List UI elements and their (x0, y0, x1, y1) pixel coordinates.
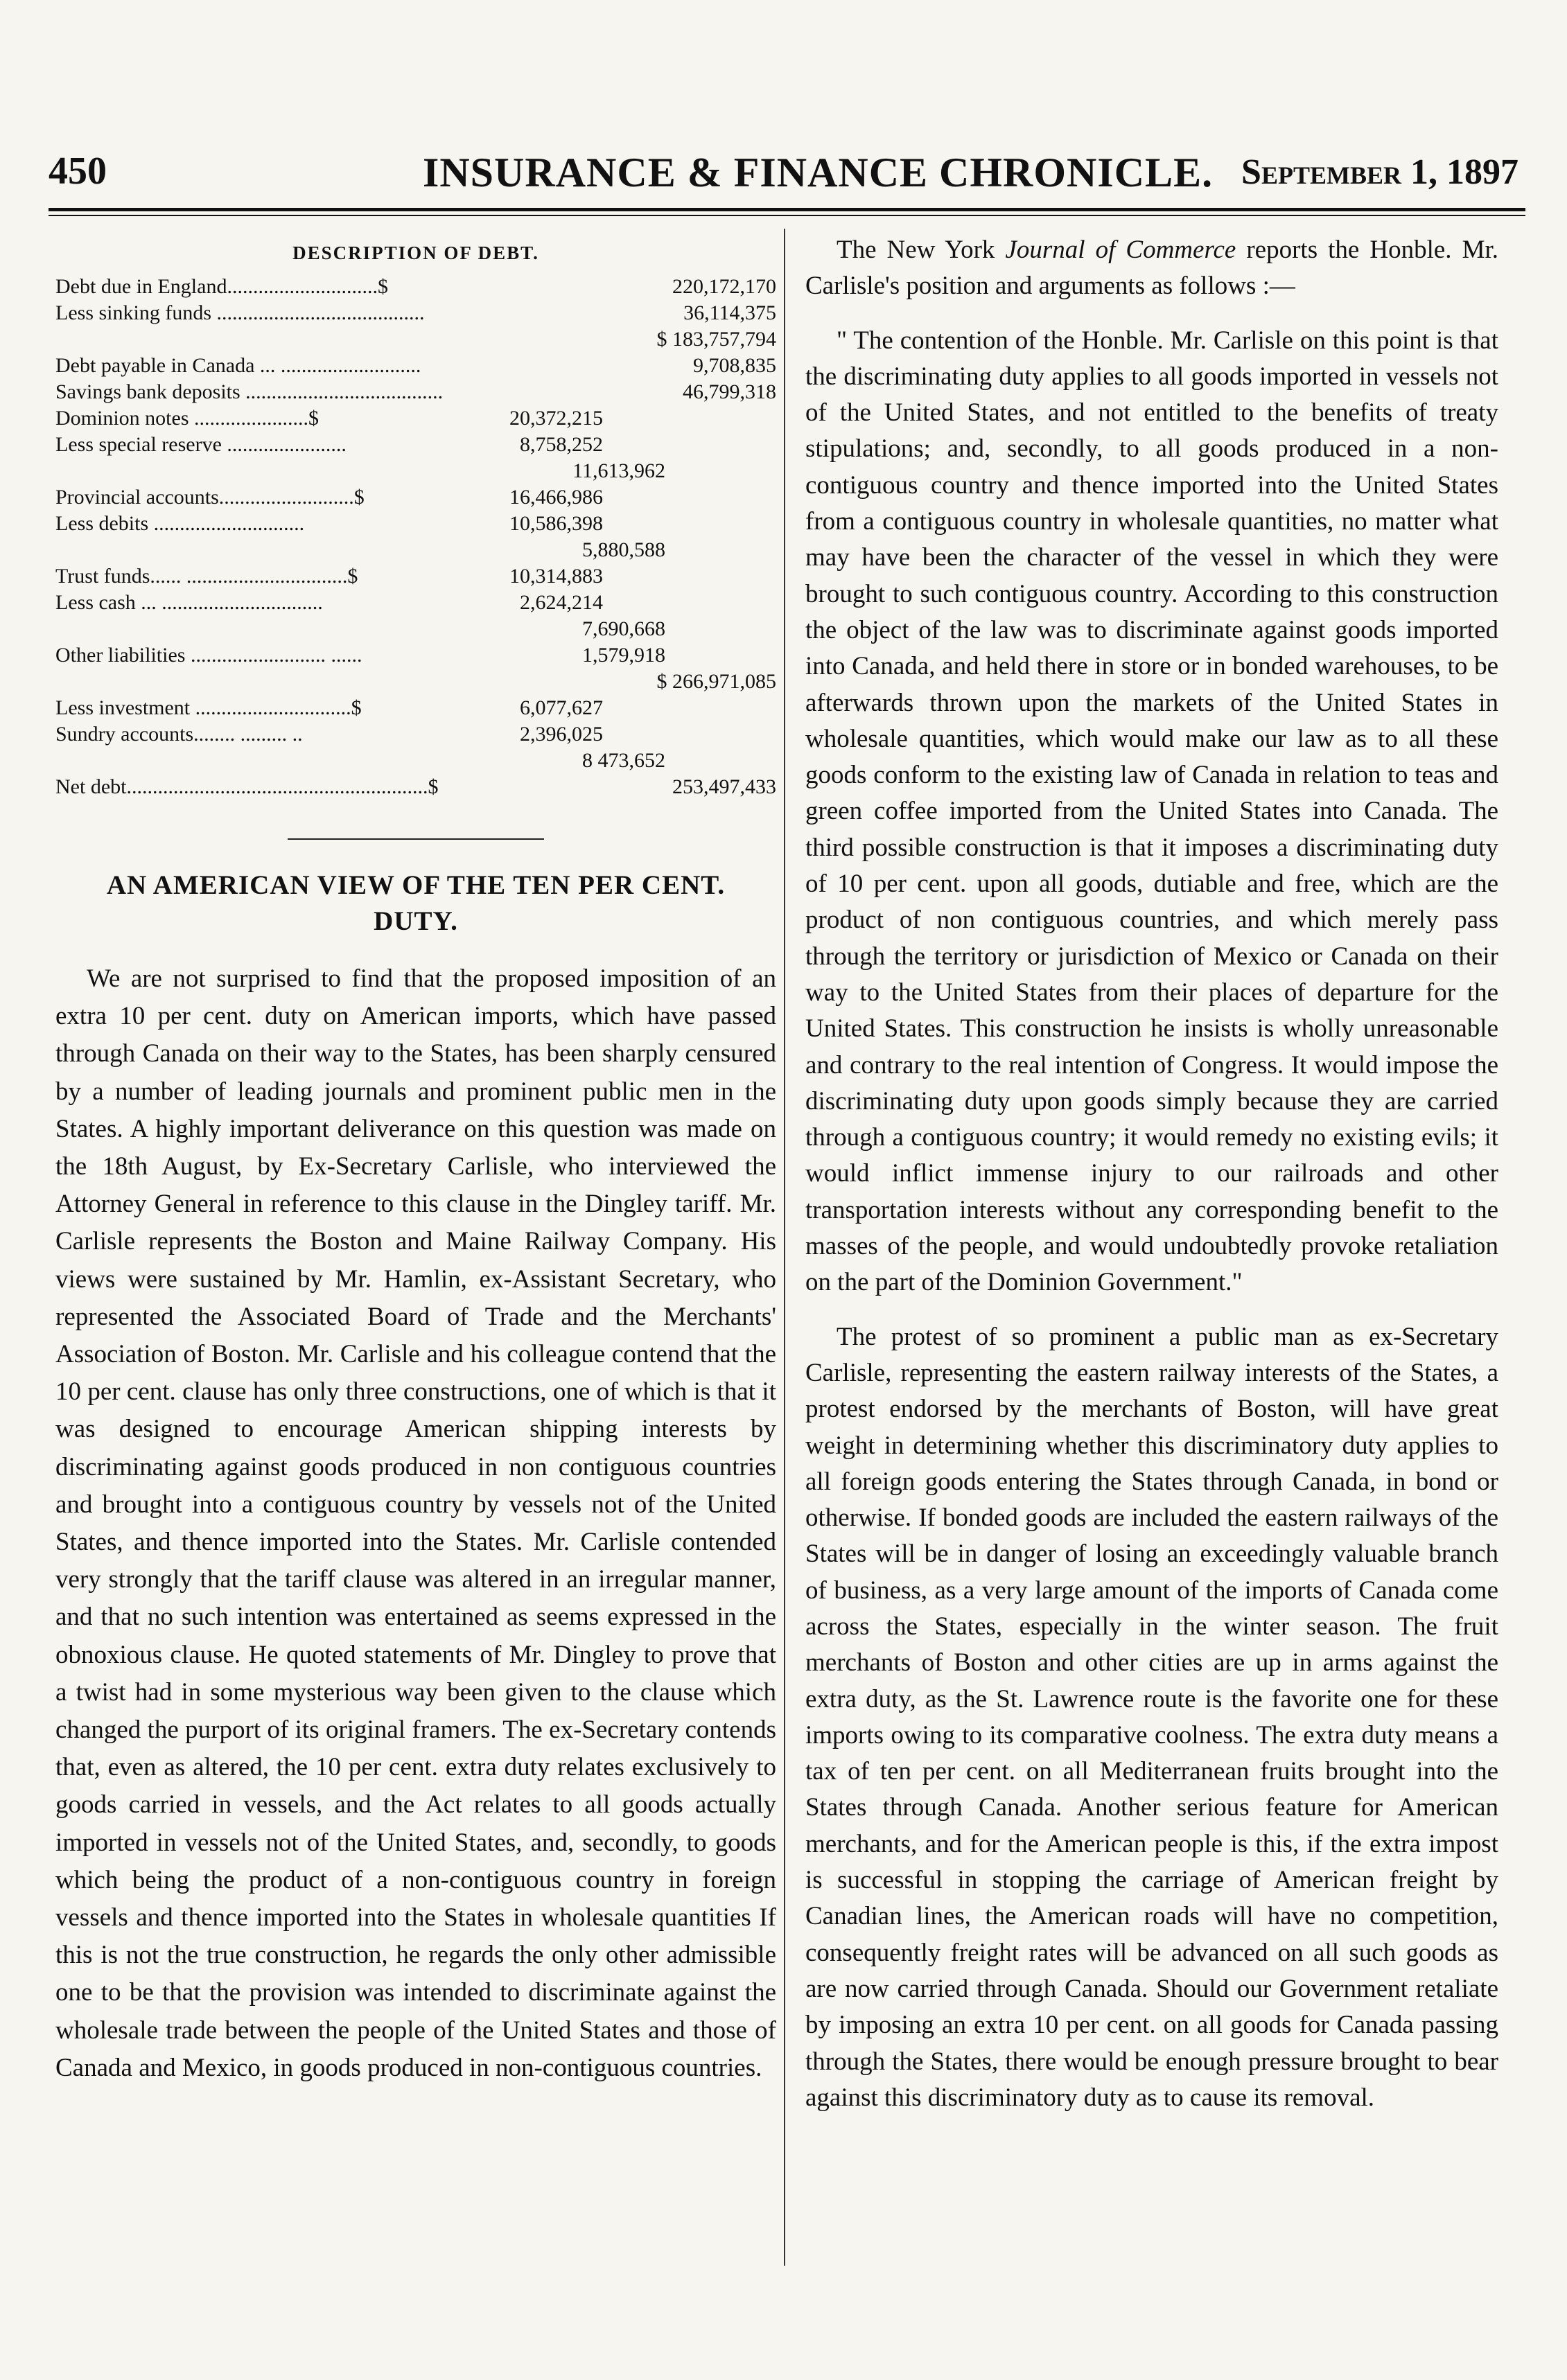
header-rule-thin (49, 215, 1525, 216)
debt-table-cell-label: Other liabilities .......................... ...... (55, 644, 362, 667)
debt-table-row (55, 642, 776, 669)
page-number: 450 (49, 150, 107, 193)
debt-table-row (55, 721, 776, 748)
right-column (805, 232, 1498, 2134)
debt-table-row (55, 563, 776, 590)
debt-table-cell-c3: 46,799,318 (683, 380, 776, 403)
debt-table-cell-label: Less sinking funds ........................................ (55, 301, 425, 324)
debt-table-cell-c3: 9,708,835 (693, 354, 776, 377)
debt-table-cell-label: Savings bank deposits ...................................... (55, 380, 444, 403)
header-rule (49, 208, 1525, 211)
debt-table-cell-c3: $ 266,971,085 (656, 670, 776, 693)
debt-table-cell-c2: 11,613,962 (572, 459, 665, 482)
debt-table-cell-c3: $ 183,757,794 (656, 328, 776, 351)
debt-table-row (55, 590, 776, 616)
debt-table-row (55, 300, 776, 326)
journal-name: Journal of Commerce (1005, 236, 1236, 264)
debt-table-cell-c3: 220,172,170 (672, 275, 776, 298)
debt-table-row (55, 616, 776, 642)
debt-table-cell-c2: 5,880,588 (582, 538, 665, 561)
article-right-paragraph: The protest of so prominent a public man as ex-Secretary Carlisle, representing the eastern railway interests of the States, a protest endorsed by the merchants of Boston, will have great weight in determining whether this discriminatory duty applies to all foreign goods entering the States through Canada, in bond or otherwise. If bonded goods are included the eastern railways of the States will be in danger of losing an exceedingly valuable branch of business, as a very large amount of the imports of Canada come across the States, especially in the winter season. The fruit merchants of Boston and other cities are up in arms against the extra duty, as the St. Lawrence route is the favorite one for these imports owing to its comparative coolness. The extra duty means a tax of ten per cent. on all Mediterranean fruits brought into the States through Canada. Another serious feature for American merchants, and for the American people is this, if the extra impost is successful in stopping the carriage of American freight by Canadian lines, the American roads will have no competition, consequently freight rates will be advanced on all such goods as are now carried through Canada. Should our Government retaliate by imposing an extra 10 per cent. on all goods for Canada passing through the States, there would be enough pressure brought to bear against this discriminatory duty as to cause its removal. (805, 1322, 1498, 2112)
debt-table-row (55, 748, 776, 774)
debt-table-cell-c1: 10,586,398 (509, 512, 603, 535)
debt-table (55, 274, 776, 800)
debt-table-cell-c1: 10,314,883 (509, 565, 603, 588)
debt-table-cell-c1: 6,077,627 (520, 696, 603, 719)
left-column (55, 243, 776, 2087)
debt-table-row (55, 274, 776, 300)
debt-table-cell-label: Sundry accounts........ ......... .. (55, 723, 303, 746)
debt-table-row (55, 432, 776, 458)
debt-table-row (55, 537, 776, 563)
debt-table-cell-c1: 2,624,214 (520, 591, 603, 614)
debt-table-cell-label: Less cash ... ............................... (55, 591, 323, 614)
debt-table-cell-label: Dominion notes ......................$ (55, 407, 319, 430)
section-separator (288, 838, 544, 840)
debt-table-row (55, 695, 776, 721)
intro-text-start: The New York (837, 236, 1006, 264)
debt-table-cell-c1: 8,758,252 (520, 433, 603, 456)
debt-table-row (55, 458, 776, 484)
debt-table-cell-c3: 253,497,433 (672, 775, 776, 798)
debt-table-row (55, 379, 776, 405)
debt-table-cell-c1: 16,466,986 (509, 486, 603, 509)
debt-table-cell-label: Net debt..........................................................$ (55, 775, 439, 798)
debt-table-row (55, 511, 776, 537)
debt-table-row (55, 484, 776, 511)
article-quote: " The contention of the Honble. Mr. Carlisle on this point is that the discriminating duty applies to all goods imported in vessels not of the United States, and not entitled to the benefits of treaty stipulations; and, secondly, to all goods produced in a non-contiguous country and thence imported into the United States from a contiguous country in wholesale quantities, no matter what may have been the character of the vessel in which they were brought to such contiguous country. According to this construction the object of the law was to discriminate against goods imported into Canada, and held there in store or in bonded warehouses, to be afterwards thrown upon the markets of the United States in wholesale quantities, which would make our law as to all these goods conform to the existing law of Canada in relation to teas and green coffee imported from the United States into Canada. The third possible construction is that it imposes a discriminating duty of 10 per cent. upon all goods, dutiable and free, which are the product of non contiguous countries, and which merely pass through the territory or jurisdiction of Mexico or Canada on their way to the United States from their places of departure for the United States. This construction he insists is wholly unreasonable and contrary to the real intention of Congress. It would impose the discriminating duty upon goods simply because they are carried through a contiguous country; it would remedy no existing evils; it would inflict immense injury to our railroads and other transportation interests without any corresponding benefit to the masses of the people, and would undoubtedly provoke retaliation on the part of the Dominion Government." (805, 326, 1498, 1297)
article-left-paragraph: We are not surprised to find that the proposed imposition of an extra 10 per cent. duty on American imports, which have passed through Canada on their way to the States, has been sharply censured by a number of leading journals and prominent public men in the States. A highly important deliverance on this question was made on the 18th August, by Ex-Secretary Carlisle, who interviewed the Attorney General in reference to this clause in the Dingley tariff. Mr. Carlisle represents the Boston and Maine Railway Company. His views were sustained by Mr. Hamlin, ex-Assistant Secretary, who represented the Associated Board of Trade and the Merchants' Association of Boston. Mr. Carlisle and his colleague contend that the 10 per cent. clause has only three constructions, one of which is that it was designed to encourage American shipping interests by discriminating against goods produced in non contiguous countries and brought into a contiguous country by vessels not of the United States, and thence imported into the States. Mr. Carlisle contended very strongly that the tariff clause was altered in an irregular manner, and that no such intention was entertained as seems expressed in the obnoxious clause. He quoted statements of Mr. Dingley to prove that a twist had in some mysterious way been given to the clause which changed the purport of its original framers. The ex-Secretary contends that, even as altered, the 10 per cent. extra duty relates exclusively to goods carried in vessels, and the Act relates to all goods actually imported in vessels not of the United States, and, secondly, to goods which being the product of a non-contiguous country in foreign vessels and thence imported into the States in wholesale quantities If this is not the true construction, he regards the only other admissible one to be that the provision was intended to discriminate against the wholesale trade between the people of the United States and those of Canada and Mexico, in goods produced in non-contiguous countries. (55, 964, 776, 2082)
debt-table-row (55, 405, 776, 432)
debt-table-cell-label: Trust funds...... ...............................$ (55, 565, 358, 588)
debt-table-cell-c2: 7,690,668 (582, 617, 665, 640)
page-header (49, 149, 1518, 197)
debt-table-cell-label: Less debits ............................. (55, 512, 305, 535)
debt-table-cell-label: Debt payable in Canada ... ........................... (55, 354, 421, 377)
debt-table-cell-label: Debt due in England.............................$ (55, 275, 388, 298)
debt-table-cell-label: Less special reserve ....................... (55, 433, 347, 456)
debt-table-cell-c2: 8 473,652 (582, 749, 665, 772)
debt-table-cell-c2: 1,579,918 (582, 644, 665, 667)
debt-table-row (55, 774, 776, 800)
debt-table-title: DESCRIPTION OF DEBT. (292, 243, 539, 263)
issue-date: September 1, 1897 (1241, 152, 1518, 192)
publication-title: INSURANCE & FINANCE CHRONICLE. (423, 150, 1214, 195)
article-right-intro (805, 232, 1498, 305)
debt-table-cell-c3: 36,114,375 (683, 301, 776, 324)
column-divider (784, 229, 785, 2266)
article-headline: AN AMERICAN VIEW OF THE TEN PER CENT. DUTY. (106, 870, 726, 936)
debt-table-cell-c1: 20,372,215 (509, 407, 603, 430)
debt-table-cell-label: Less investment ..............................$ (55, 696, 362, 719)
debt-table-cell-c1: 2,396,025 (520, 723, 603, 746)
debt-table-row (55, 353, 776, 379)
intro-text-end: reports the Honble. Mr. Carlisle's position and arguments as follows :— (805, 236, 1498, 301)
debt-table-cell-label: Provincial accounts..........................$ (55, 486, 365, 509)
debt-table-row (55, 669, 776, 695)
debt-table-row (55, 326, 776, 353)
